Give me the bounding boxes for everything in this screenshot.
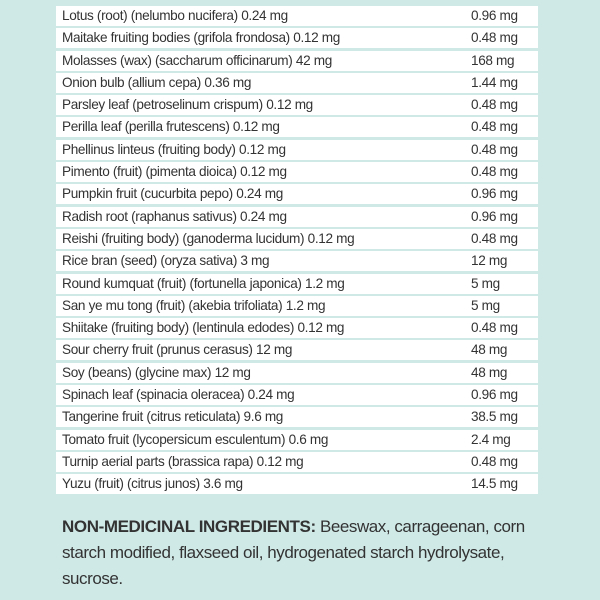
ingredient-amount: 0.96 mg bbox=[471, 208, 518, 224]
ingredient-amount: 0.48 mg bbox=[471, 119, 518, 135]
table-row bbox=[56, 251, 538, 271]
table-row bbox=[56, 296, 538, 316]
ingredient-amount: 5 mg bbox=[471, 275, 500, 291]
ingredient-name: Perilla leaf (perilla frutescens) 0.12 mg bbox=[62, 119, 280, 135]
ingredient-name: Radish root (raphanus sativus) 0.24 mg bbox=[62, 208, 287, 224]
table-row bbox=[56, 430, 538, 450]
ingredient-amount: 0.48 mg bbox=[471, 320, 518, 336]
ingredient-amount: 38.5 mg bbox=[471, 409, 518, 425]
ingredients-table bbox=[56, 6, 538, 497]
ingredient-amount: 0.96 mg bbox=[471, 387, 518, 403]
non-medicinal-label: NON-MEDICINAL INGREDIENTS: bbox=[62, 517, 316, 536]
ingredient-amount: 0.48 mg bbox=[471, 141, 518, 157]
ingredient-name: Rice bran (seed) (oryza sativa) 3 mg bbox=[62, 253, 270, 269]
ingredient-name: Molasses (wax) (saccharum officinarum) 42 mg bbox=[62, 52, 332, 68]
ingredient-amount: 1.44 mg bbox=[471, 74, 518, 90]
ingredient-name: Round kumquat (fruit) (fortunella japonica) 1.2 mg bbox=[62, 275, 345, 291]
table-row bbox=[56, 274, 538, 294]
table-row bbox=[56, 51, 538, 71]
ingredient-amount: 0.48 mg bbox=[471, 453, 518, 469]
ingredient-amount: 12 mg bbox=[471, 253, 508, 269]
ingredient-name: Phellinus linteus (fruiting body) 0.12 mg bbox=[62, 141, 286, 157]
table-row bbox=[56, 363, 538, 383]
ingredient-amount: 0.48 mg bbox=[471, 97, 518, 113]
table-row bbox=[56, 407, 538, 427]
ingredient-name: Turnip aerial parts (brassica rapa) 0.12 mg bbox=[62, 453, 304, 469]
ingredient-amount: 0.48 mg bbox=[471, 230, 518, 246]
ingredient-amount: 14.5 mg bbox=[471, 476, 518, 492]
ingredient-name: Soy (beans) (glycine max) 12 mg bbox=[62, 364, 251, 380]
ingredient-name: Pumpkin fruit (cucurbita pepo) 0.24 mg bbox=[62, 186, 283, 202]
ingredient-name: Spinach leaf (spinacia oleracea) 0.24 mg bbox=[62, 387, 295, 403]
ingredient-amount: 2.4 mg bbox=[471, 431, 511, 447]
table-row bbox=[56, 95, 538, 115]
table-row bbox=[56, 474, 538, 494]
ingredient-name: Onion bulb (allium cepa) 0.36 mg bbox=[62, 74, 252, 90]
ingredient-name: Pimento (fruit) (pimenta dioica) 0.12 mg bbox=[62, 164, 287, 180]
table-row bbox=[56, 184, 538, 204]
ingredient-name: Maitake fruiting bodies (grifola frondosa) 0.12 mg bbox=[62, 30, 340, 46]
table-row bbox=[56, 318, 538, 338]
table-row bbox=[56, 207, 538, 227]
ingredient-amount: 0.96 mg bbox=[471, 186, 518, 202]
ingredient-amount: 0.96 mg bbox=[471, 8, 518, 23]
non-medicinal-text: Beeswax, carrageenan, corn starch modified, flaxseed oil, hydrogenated starch hydrolysate, sucrose. bbox=[62, 517, 525, 588]
ingredient-amount: 48 mg bbox=[471, 342, 508, 358]
ingredient-name: Tomato fruit (lycopersicum esculentum) 0.6 mg bbox=[62, 431, 329, 447]
table-row bbox=[56, 73, 538, 93]
ingredient-amount: 48 mg bbox=[471, 364, 508, 380]
ingredient-name: Sour cherry fruit (prunus cerasus) 12 mg bbox=[62, 342, 293, 358]
ingredient-amount: 0.48 mg bbox=[471, 30, 518, 46]
ingredient-amount: 5 mg bbox=[471, 297, 500, 313]
ingredient-name: Tangerine fruit (citrus reticulata) 9.6 mg bbox=[62, 409, 284, 425]
ingredient-name: Yuzu (fruit) (citrus junos) 3.6 mg bbox=[62, 476, 243, 492]
ingredient-name: Lotus (root) (nelumbo nucifera) 0.24 mg bbox=[62, 8, 288, 23]
table-row bbox=[56, 140, 538, 160]
ingredient-name: San ye mu tong (fruit) (akebia trifoliata) 1.2 mg bbox=[62, 297, 326, 313]
ingredients-panel bbox=[56, 0, 538, 600]
table-row bbox=[56, 340, 538, 360]
non-medicinal-ingredients bbox=[62, 514, 540, 592]
ingredient-name: Reishi (fruiting body) (ganoderma lucidum) 0.12 mg bbox=[62, 230, 355, 246]
ingredient-name: Shiitake (fruiting body) (lentinula edodes) 0.12 mg bbox=[62, 320, 345, 336]
ingredient-amount: 0.48 mg bbox=[471, 164, 518, 180]
table-row bbox=[56, 385, 538, 405]
ingredient-amount: 168 mg bbox=[471, 52, 515, 68]
table-row bbox=[56, 229, 538, 249]
table-row bbox=[56, 28, 538, 48]
table-row bbox=[56, 6, 538, 26]
table-row bbox=[56, 162, 538, 182]
table-row bbox=[56, 452, 538, 472]
table-row bbox=[56, 117, 538, 137]
ingredient-name: Parsley leaf (petroselinum crispum) 0.12 mg bbox=[62, 97, 313, 113]
